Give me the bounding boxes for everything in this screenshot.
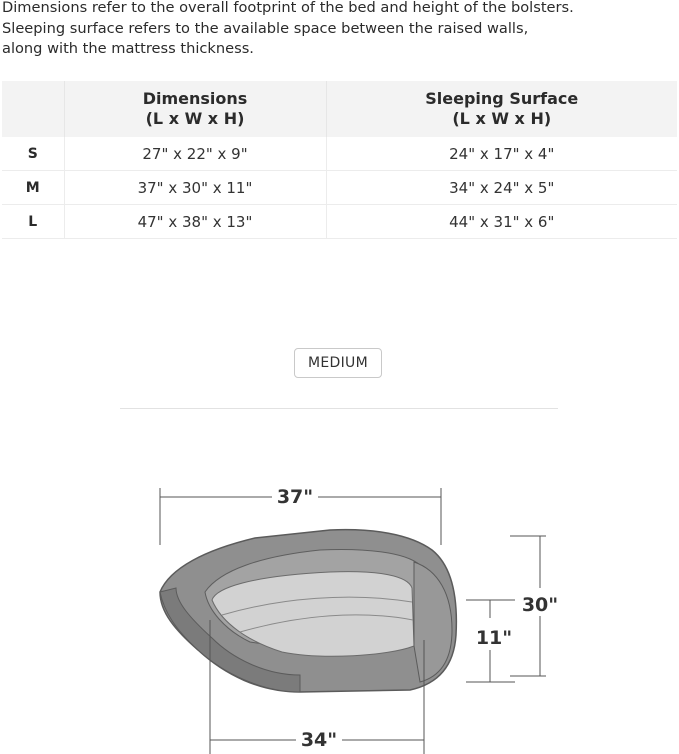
row-sleeping-surface: 34" x 24" x 5" [326, 171, 677, 205]
row-size: M [2, 171, 64, 205]
divider [120, 408, 558, 409]
inner-length-label: 34" [300, 729, 338, 751]
row-size: L [2, 205, 64, 239]
intro-line-1: Dimensions refer to the overall footprint of the bed and height of the bolsters. [2, 0, 574, 16]
table-row [2, 205, 677, 239]
bed-dimension-diagram [0, 470, 679, 754]
size-badge-medium[interactable]: MEDIUM [294, 348, 382, 378]
size-table [2, 81, 677, 239]
pet-bed-illustration [160, 530, 456, 692]
row-dimensions: 37" x 30" x 11" [64, 171, 326, 205]
header-dimensions: Dimensions (L x W x H) [64, 81, 326, 137]
table-header-row [2, 81, 677, 137]
width-label: 30" [521, 594, 559, 616]
row-dimensions: 47" x 38" x 13" [64, 205, 326, 239]
row-sleeping-surface: 24" x 17" x 4" [326, 137, 677, 171]
row-dimensions: 27" x 22" x 9" [64, 137, 326, 171]
header-size [2, 81, 64, 137]
row-size: S [2, 137, 64, 171]
header-sleeping-surface: Sleeping Surface (L x W x H) [326, 81, 677, 137]
intro-line-3: along with the mattress thickness. [2, 40, 254, 57]
row-sleeping-surface: 44" x 31" x 6" [326, 205, 677, 239]
intro-text [2, 0, 677, 60]
intro-line-2: Sleeping surface refers to the available space between the raised walls, [2, 19, 529, 37]
table-row [2, 171, 677, 205]
table-row [2, 137, 677, 171]
length-label: 37" [276, 486, 314, 508]
height-label: 11" [475, 627, 513, 649]
